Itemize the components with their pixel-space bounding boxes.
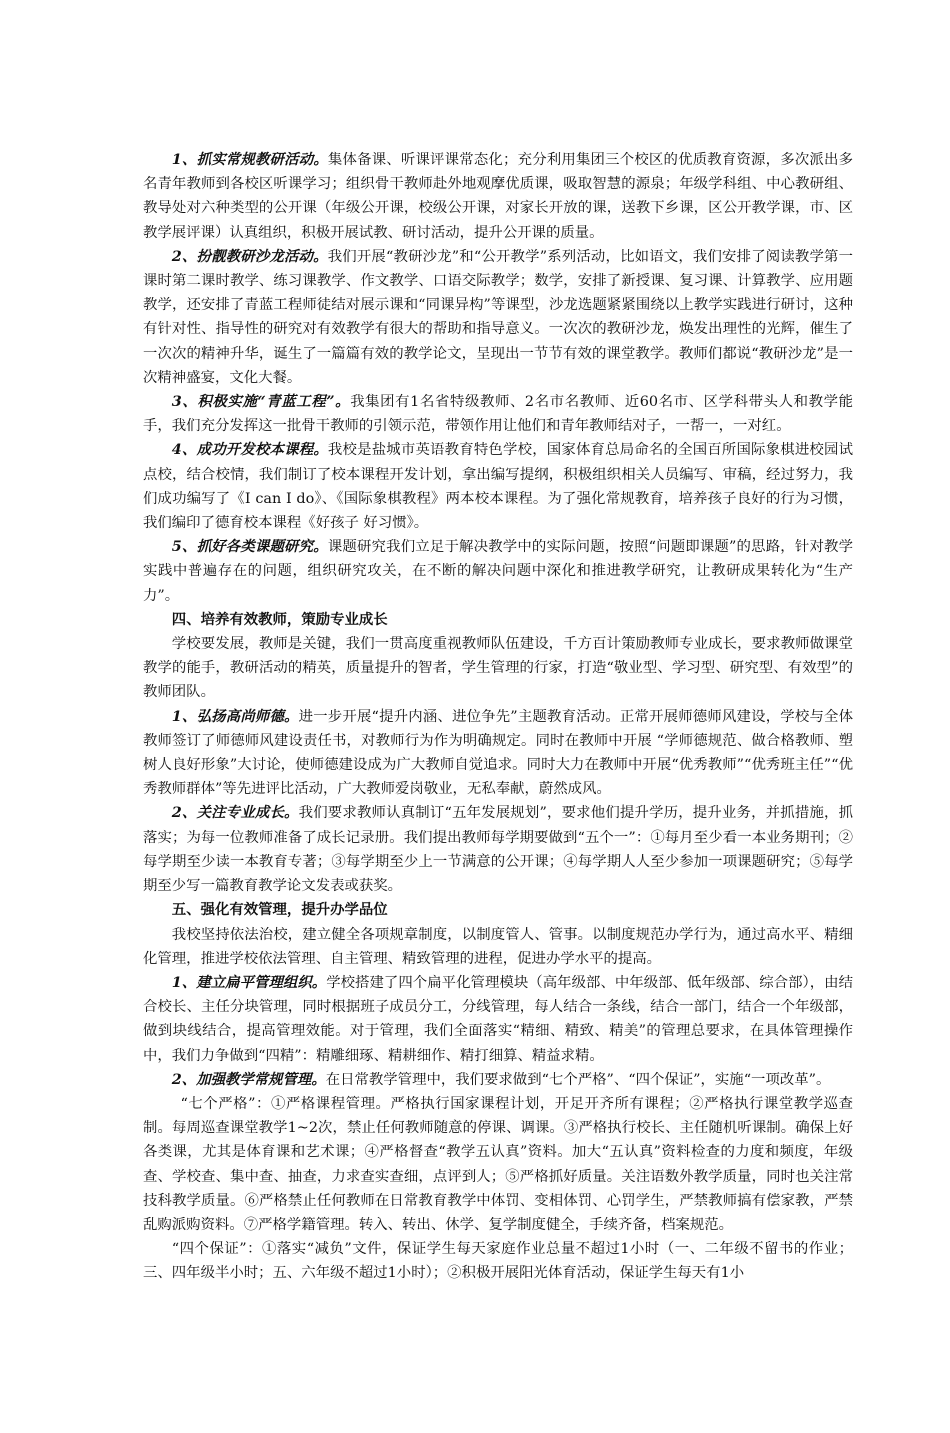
paragraph-lead: 1、建立扁平管理组织。 bbox=[171, 973, 327, 991]
paragraph-text: 课题研究我们立足于解决教学中的实际问题，按照“问题即课题”的思路，针对教学实践中普遍存在的问题，组织研究攻关，在不断的解决问题中深化和推进教学研究，让教研成果转化为“生产力”。 bbox=[143, 539, 854, 604]
paragraph-management-intro: 我校坚持依法治校，建立健全各项规章制度，以制度管人、管事。以制度规范办学行为，通过高水平、精细化管理，推进学校依法管理、自主管理、精致管理的进程，促进办学水平的提高。 bbox=[143, 926, 853, 967]
paragraph-seven-strict: “七个严格”：①严格课程管理。严格执行国家课程计划，开足开齐所有课程；②严格执行课堂教学巡查制。每周巡查课堂教学1~2次，禁止任何教师随意的停课、调课。③严格执行校长、主任随机听课制。确保上好各类课，尤其是体育课和艺术课；④严格督查“教学五认真”资料。加大“五认真”资料检查的力度和频度，年级查、学校查、集中查、抽查，力求查实查细，点评到人；⑤严格抓好质量。关注语数外教学质量，同时也关注常技科教学质量。⑥严格禁止任何教师在日常教育教学中体罚、变相体罚、心罚学生，严禁教师搞有偿家教，严禁乱购派购资料。⑦严格学籍管理。转入、转出、休学、复学制度健全，手续齐备，档案规范。 bbox=[143, 1095, 853, 1233]
document-body bbox=[143, 148, 853, 1286]
paragraph-research-salon bbox=[143, 245, 853, 390]
paragraph-flat-management bbox=[143, 971, 853, 1068]
paragraph-text: 我校是盐城市英语教育特色学校，国家体育总局命名的全国百所国际象棋进校园试点校，结合校情，我们制订了校本课程开发计划，拿出编写提纲，积极组织相关人员编写、审稿，经过努力，我们成功编写了《I can I do》、《国际象棋教程》两本校本课程。为了强化常规教育，培养孩子良好的行为习惯，我们编印了德育校本课程《好孩子 好习惯》。 bbox=[143, 442, 853, 532]
paragraph-teacher-ethics bbox=[143, 705, 853, 802]
paragraph-lead: 4、成功开发校本课程。 bbox=[171, 441, 328, 459]
paragraph-lead: 2、扮靓教研沙龙活动。 bbox=[171, 247, 328, 265]
paragraph-lead: 2、关注专业成长。 bbox=[171, 804, 299, 822]
paragraph-text: 在日常教学管理中，我们要求做到“七个严格”、“四个保证”，实施“一项改革”。 bbox=[325, 1071, 831, 1088]
paragraph-text: 学校搭建了四个扁平化管理模块（高年级部、中年级部、低年级部、综合部），由结合校长、主任分块管理，同时根据班子成员分工，分线管理，每人结合一条线，结合一部门，结合一个年级部，做到块线结合，提高管理效能。对于管理，我们全面落实“精细、精致、精美”的管理总要求，在具体管理操作中，我们力争做到“四精”：精雕细琢、精耕细作、精打细算、精益求精。 bbox=[143, 974, 854, 1064]
paragraph-teacher-intro: 学校要发展，教师是关键，我们一贯高度重视教师队伍建设，千方百计策励教师专业成长，要求教师做课堂教学的能手，教研活动的精英，质量提升的智者，学生管理的行家，打造“敬业型、学习型、研究型、有效型”的教师团队。 bbox=[143, 636, 853, 701]
paragraph-project-research bbox=[143, 535, 853, 608]
paragraph-lead: 1、弘扬高尚师德。 bbox=[171, 707, 299, 725]
paragraph-four-guarantees: “四个保证”：①落实“减负”文件，保证学生每天家庭作业总量不超过1小时（一、二年级不留书的作业；三、四年级半小时；五、六年级不超过1小时）；②积极开展阳光体育活动，保证学生每天有1小 bbox=[143, 1241, 853, 1282]
paragraph-text: 进一步开展“提升内涵、进位争先”主题教育活动。正常开展师德师风建设，学校与全体教师签订了师德师风建设责任书，对教师行为作为明确规定。同时在教师中开展 “学师德规范、做合格教师、塑树人良好形象”大讨论，使师德建设成为广大教师自觉追求。同时大力在教师中开展“优秀教师”“优秀班主任”“优秀教师群体”等先进评比活动，广大教师爱岗敬业，无私奉献，蔚然成风。 bbox=[143, 708, 853, 798]
paragraph-qinglan-project bbox=[143, 390, 853, 438]
paragraph-text: 我集团有1名省特级教师、2名市名教师、近60名市、区学科带头人和教学能手，我们充分发挥这一批骨干教师的引领示范，带领作用让他们和青年教师结对子，一帮一，一对红。 bbox=[143, 394, 853, 435]
paragraph-lead: 3、积极实施“青蓝工程”。 bbox=[171, 393, 351, 411]
paragraph-school-curriculum bbox=[143, 438, 853, 535]
paragraph-text: 集体备课、听课评课常态化；充分利用集团三个校区的优质教育资源，多次派出多名青年教师到各校区听课学习；组织骨干教师赴外地观摩优质课，吸取智慧的源泉；年级学科组、中心教研组、教导处对六种类型的公开课（年级公开课，校级公开课，对家长开放的课，送教下乡课，区公开教学课，市、区教学展评课）认真组织，积极开展试教、研讨活动，提升公开课的质量。 bbox=[143, 152, 853, 241]
paragraph-text: 我们要求教师认真制订“五年发展规划”，要求他们提升学历，提升业务，并抓措施，抓落实；为每一位教师准备了成长记录册。我们提出教师每学期要做到“五个一”：①每月至少看一本业务期刊；②每学期至少读一本教育专著；③每学期至少上一节满意的公开课；④每学期人人至少参加一项课题研究；⑤每学期至少写一篇教育教学论文发表或获奖。 bbox=[143, 805, 853, 895]
section-heading-4: 四、培养有效教师，策励专业成长 bbox=[171, 610, 388, 628]
section-heading-5: 五、强化有效管理，提升办学品位 bbox=[171, 901, 388, 919]
paragraph-teaching-routine bbox=[143, 1068, 853, 1092]
paragraph-lead: 2、加强教学常规管理。 bbox=[171, 1070, 326, 1088]
paragraph-routine-research bbox=[143, 148, 853, 245]
paragraph-lead: 1、抓实常规教研活动。 bbox=[171, 151, 328, 168]
paragraph-professional-growth bbox=[143, 801, 853, 898]
paragraph-text: 我们开展“教研沙龙”和“公开教学”系列活动，比如语文，我们安排了阅读教学第一课时第二课时教学、练习课教学、作文教学、口语交际教学；数学，安排了新授课、复习课、计算教学、应用题教学，还安排了青蓝工程师徒结对展示课和“同课异构”等课型，沙龙选题紧紧围绕以上教学实践进行研讨，这种有针对性、指导性的研究对有效教学有很大的帮助和指导意义。一次次的教研沙龙，焕发出理性的光辉，催生了一次次的精神升华，诞生了一篇篇有效的教学论文，呈现出一节节有效的课堂教学。教师们都说“教研沙龙”是一次精神盛宴，文化大餐。 bbox=[143, 248, 853, 386]
paragraph-lead: 5、抓好各类课题研究。 bbox=[171, 538, 328, 556]
